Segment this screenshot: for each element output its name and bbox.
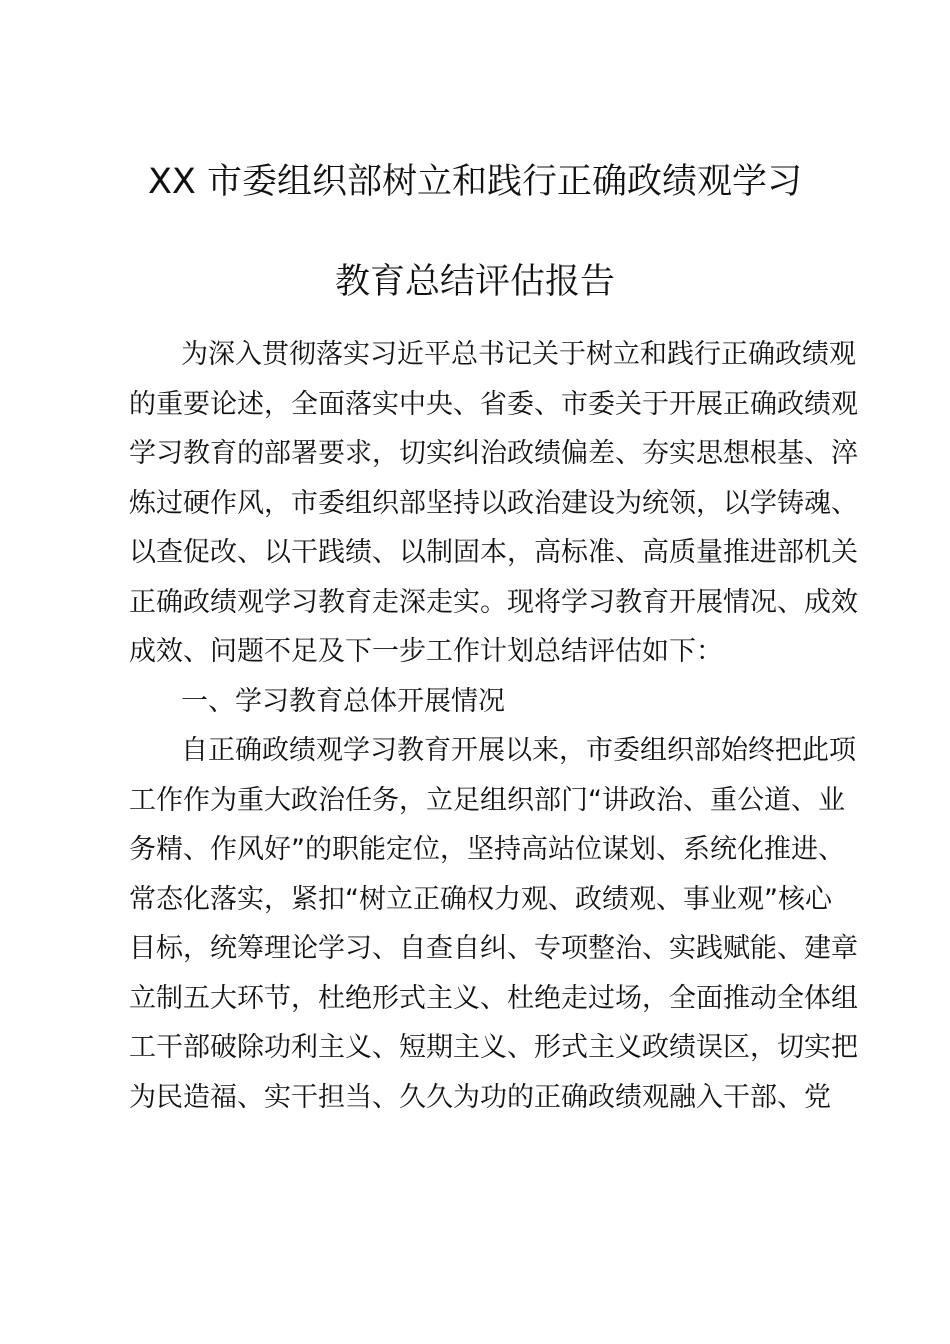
- paragraph-1-line: 正确政绩观学习教育走深走实。现将学习教育开展情况、成效: [129, 586, 858, 618]
- paragraph-1-line: 以查促改、以干践绩、以制固本，高标准、高质量推进部机关: [129, 537, 858, 568]
- document-body: [129, 330, 858, 1122]
- paragraph-1-line: 为深入贯彻落实习近平总书记关于树立和践行正确政绩观: [181, 339, 856, 370]
- paragraph-2-line: 常态化落实，紧扣“树立正确权力观、政绩观、事业观”核心: [129, 883, 832, 915]
- paragraph-2-line: 为民造福、实干担当、久久为功的正确政绩观融入干部、党: [129, 1081, 831, 1113]
- paragraph-2-line: 立制五大环节，杜绝形式主义、杜绝走过场，全面推动全体组: [129, 982, 858, 1014]
- paragraph-2-line: 工干部破除功利主义、短期主义、形式主义政绩误区，切实把: [129, 1032, 858, 1063]
- paragraph-1-line: 学习教育的部署要求，切实纠治政绩偏差、夯实思想根基、淬: [129, 438, 858, 469]
- paragraph-2-line: 务精、作风好”的职能定位，坚持高站位谋划、系统化推进、: [129, 834, 845, 865]
- paragraph-2-line: 自正确政绩观学习教育开展以来，市委组织部始终把此项: [181, 735, 856, 766]
- section-1-heading: 一、学习教育总体开展情况: [181, 685, 505, 717]
- paragraph-1-line: 成效、问题不足及下一步工作计划总结评估如下：: [129, 636, 723, 667]
- paragraph-2-line: 目标，统筹理论学习、自查自纠、专项整治、实践赋能、建章: [129, 933, 858, 964]
- paragraph-2-line: 工作作为重大政治任务，立足组织部门“讲政治、重公道、业: [129, 784, 845, 816]
- document-title-line-2: 教育总结评估报告: [334, 262, 615, 302]
- paragraph-1-line: 炼过硬作风，市委组织部坚持以政治建设为统领，以学铸魂、: [129, 487, 858, 519]
- document-title-line-1: XX 市委组织部树立和践行正确政绩观学习: [147, 162, 803, 202]
- paragraph-1-line: 的重要论述，全面落实中央、省委、市委关于开展正确政绩观: [129, 388, 858, 420]
